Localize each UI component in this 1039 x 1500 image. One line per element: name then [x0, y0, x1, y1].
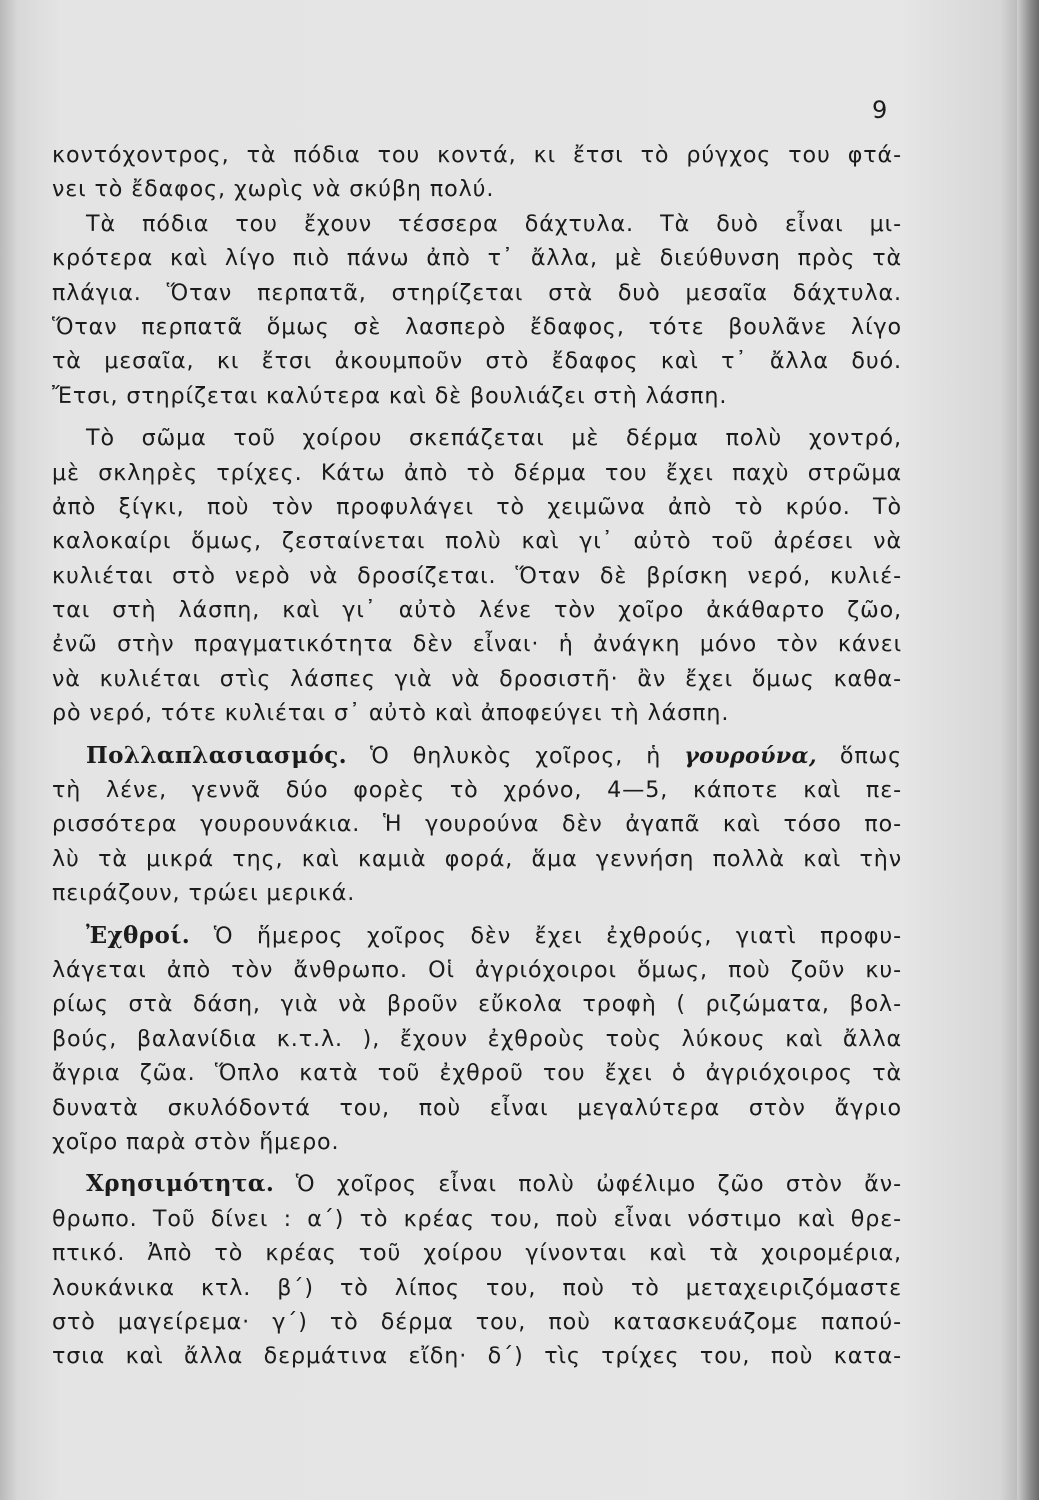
paragraph-legs-continued [52, 138, 902, 207]
text-line: Τὰ πόδια του ἔχουν τέσσερα δάχτυλα. Τὰ δυὸ εἶναι μι- [86, 210, 902, 237]
text-line: πειράζουν, τρώει μερικά. [52, 880, 356, 907]
text-line: ρὸ νερό, τότε κυλιέται σ᾿ αὐτὸ καὶ ἀποφεύγει τὴ λάσπη. [52, 700, 730, 727]
text-line: ἄγρια ζῶα. Ὅπλο κατὰ τοῦ ἐχθροῦ του ἔχει ὁ ἀγριόχοιρος τὰ [52, 1060, 902, 1087]
text-line: ται στὴ λάσπη, καὶ γι᾿ αὐτὸ λένε τὸν χοῖρο ἀκάθαρτο ζῶο, [52, 597, 902, 624]
text-line: κρότερα καὶ λίγο πιὸ πάνω ἀπὸ τ᾿ ἄλλα, μὲ διεύθυνση πρὸς τὰ [52, 245, 902, 272]
section-heading: Πολλαπλασιασμός. [86, 741, 348, 769]
section-usefulness [52, 1167, 902, 1373]
text-span: Ὁ χοῖρος εἶναι πολὺ ὠφέλιμο ζῶο στὸν ἄν- [295, 1171, 902, 1198]
text-line: τσια καὶ ἄλλα δερμάτινα εἴδη· δ΄) τὶς τρίχες του, ποὺ κατα- [52, 1343, 902, 1370]
section-enemies [52, 919, 902, 1160]
text-line: νει τὸ ἔδαφος, χωρὶς νὰ σκύβη πολύ. [52, 176, 495, 203]
text-line: δυνατὰ σκυλόδοντά του, ποὺ εἶναι μεγαλύτερα στὸν ἄγριο [52, 1094, 902, 1121]
text-line: πτικό. Ἀπὸ τὸ κρέας τοῦ χοίρου γίνονται καὶ τὰ χοιρομέρια, [52, 1240, 902, 1267]
text-line: Τὸ σῶμα τοῦ χοίρου σκεπάζεται μὲ δέρμα πολὺ χοντρό, [86, 425, 902, 452]
text-line: ρισσότερα γουρουνάκια. Ἡ γουρούνα δὲν ἀγαπᾶ καὶ τόσο πο- [52, 811, 902, 838]
text-span: Ὁ θηλυκὸς χοῖρος, ἡ [370, 742, 662, 769]
text-line: Ὅταν περπατᾶ ὅμως σὲ λασπερὸ ἔδαφος, τότε βουλᾶνε λίγο [52, 313, 902, 340]
text-line: κυλιέται στὸ νερὸ νὰ δροσίζεται. Ὅταν δὲ βρίσκη νερό, κυλιέ- [52, 562, 902, 589]
section-heading: Χρησιμότητα. [86, 1170, 275, 1198]
text-line: νὰ κυλιέται στὶς λάσπες γιὰ νὰ δροσιστῆ· ἂν ἔχει ὅμως καθα- [52, 665, 902, 692]
page-body [52, 138, 902, 1374]
text-line: μὲ σκληρὲς τρίχες. Κάτω ἀπὸ τὸ δέρμα του ἔχει παχὺ στρῶμα [52, 459, 902, 486]
book-spine-shadow [1017, 0, 1039, 1500]
text-line: τὴ λένε, γεννᾶ δύο φορὲς τὸ χρόνο, 4—5, κάποτε καὶ πε- [52, 777, 902, 804]
paragraph-body-skin [52, 421, 902, 731]
text-span: ὅπως [839, 742, 903, 769]
text-line: λὺ τὰ μικρά της, καὶ καμιὰ φορά, ἅμα γεννήση πολλὰ καὶ τὴν [52, 845, 902, 872]
section-heading: Ἐχθροί. [86, 921, 191, 949]
text-line: θρωπο. Τοῦ δίνει : α΄) τὸ κρέας του, ποὺ εἶναι νόστιμο καὶ θρε- [52, 1205, 902, 1232]
text-line: βούς, βαλανίδια κ.τ.λ. ), ἔχουν ἐχθροὺς τοὺς λύκους καὶ ἄλλα [52, 1025, 902, 1052]
text-line: ρίως στὰ δάση, γιὰ νὰ βροῦν εὔκολα τροφὴ ( ριζώματα, βολ- [52, 991, 902, 1018]
section-reproduction [52, 739, 902, 911]
text-line: Ἔτσι, στηρίζεται καλύτερα καὶ δὲ βουλιάζει στὴ λάσπη. [52, 382, 728, 409]
text-line: τὰ μεσαῖα, κι ἔτσι ἀκουμποῦν στὸ ἔδαφος καὶ τ᾿ ἄλλα δυό. [52, 348, 902, 375]
text-line: πλάγια. Ὅταν περπατᾶ, στηρίζεται στὰ δυὸ μεσαῖα δάχτυλα. [52, 279, 902, 306]
paragraph-toes [52, 207, 902, 413]
text-line: λουκάνικα κτλ. β΄) τὸ λίπος του, ποὺ τὸ μεταχειριζόμαστε [52, 1274, 902, 1301]
text-line: ἐνῶ στὴν πραγματικότητα δὲν εἶναι· ἡ ἀνάγκη μόνο τὸν κάνει [52, 631, 902, 658]
text-line: λάγεται ἀπὸ τὸν ἄνθρωπο. Οἱ ἀγριόχοιροι ὅμως, ποὺ ζοῦν κυ- [52, 956, 902, 983]
text-line [52, 739, 902, 773]
text-line: κοντόχοντρος, τὰ πόδια του κοντά, κι ἔτσι τὸ ρύγχος του φτά- [52, 142, 902, 168]
emphasized-term: γουρούνα, [684, 742, 817, 769]
text-span: Ὁ ἥμερος χοῖρος δὲν ἔχει ἐχθρούς, γιατὶ προφυ- [213, 922, 903, 949]
text-line [52, 1167, 902, 1201]
page-number: 9 [872, 96, 888, 124]
text-line [52, 919, 902, 953]
text-line: καλοκαίρι ὅμως, ζεσταίνεται πολὺ καὶ γι᾿ αὐτὸ τοῦ ἀρέσει νὰ [52, 528, 902, 555]
text-line: χοῖρο παρὰ στὸν ἥμερο. [52, 1128, 340, 1155]
text-line: στὸ μαγείρεμα· γ΄) τὸ δέρμα του, ποὺ κατασκευάζομε παπού- [52, 1308, 902, 1335]
text-line: ἀπὸ ξίγκι, ποὺ τὸν προφυλάγει τὸ χειμῶνα ἀπὸ τὸ κρύο. Τὸ [52, 493, 902, 520]
